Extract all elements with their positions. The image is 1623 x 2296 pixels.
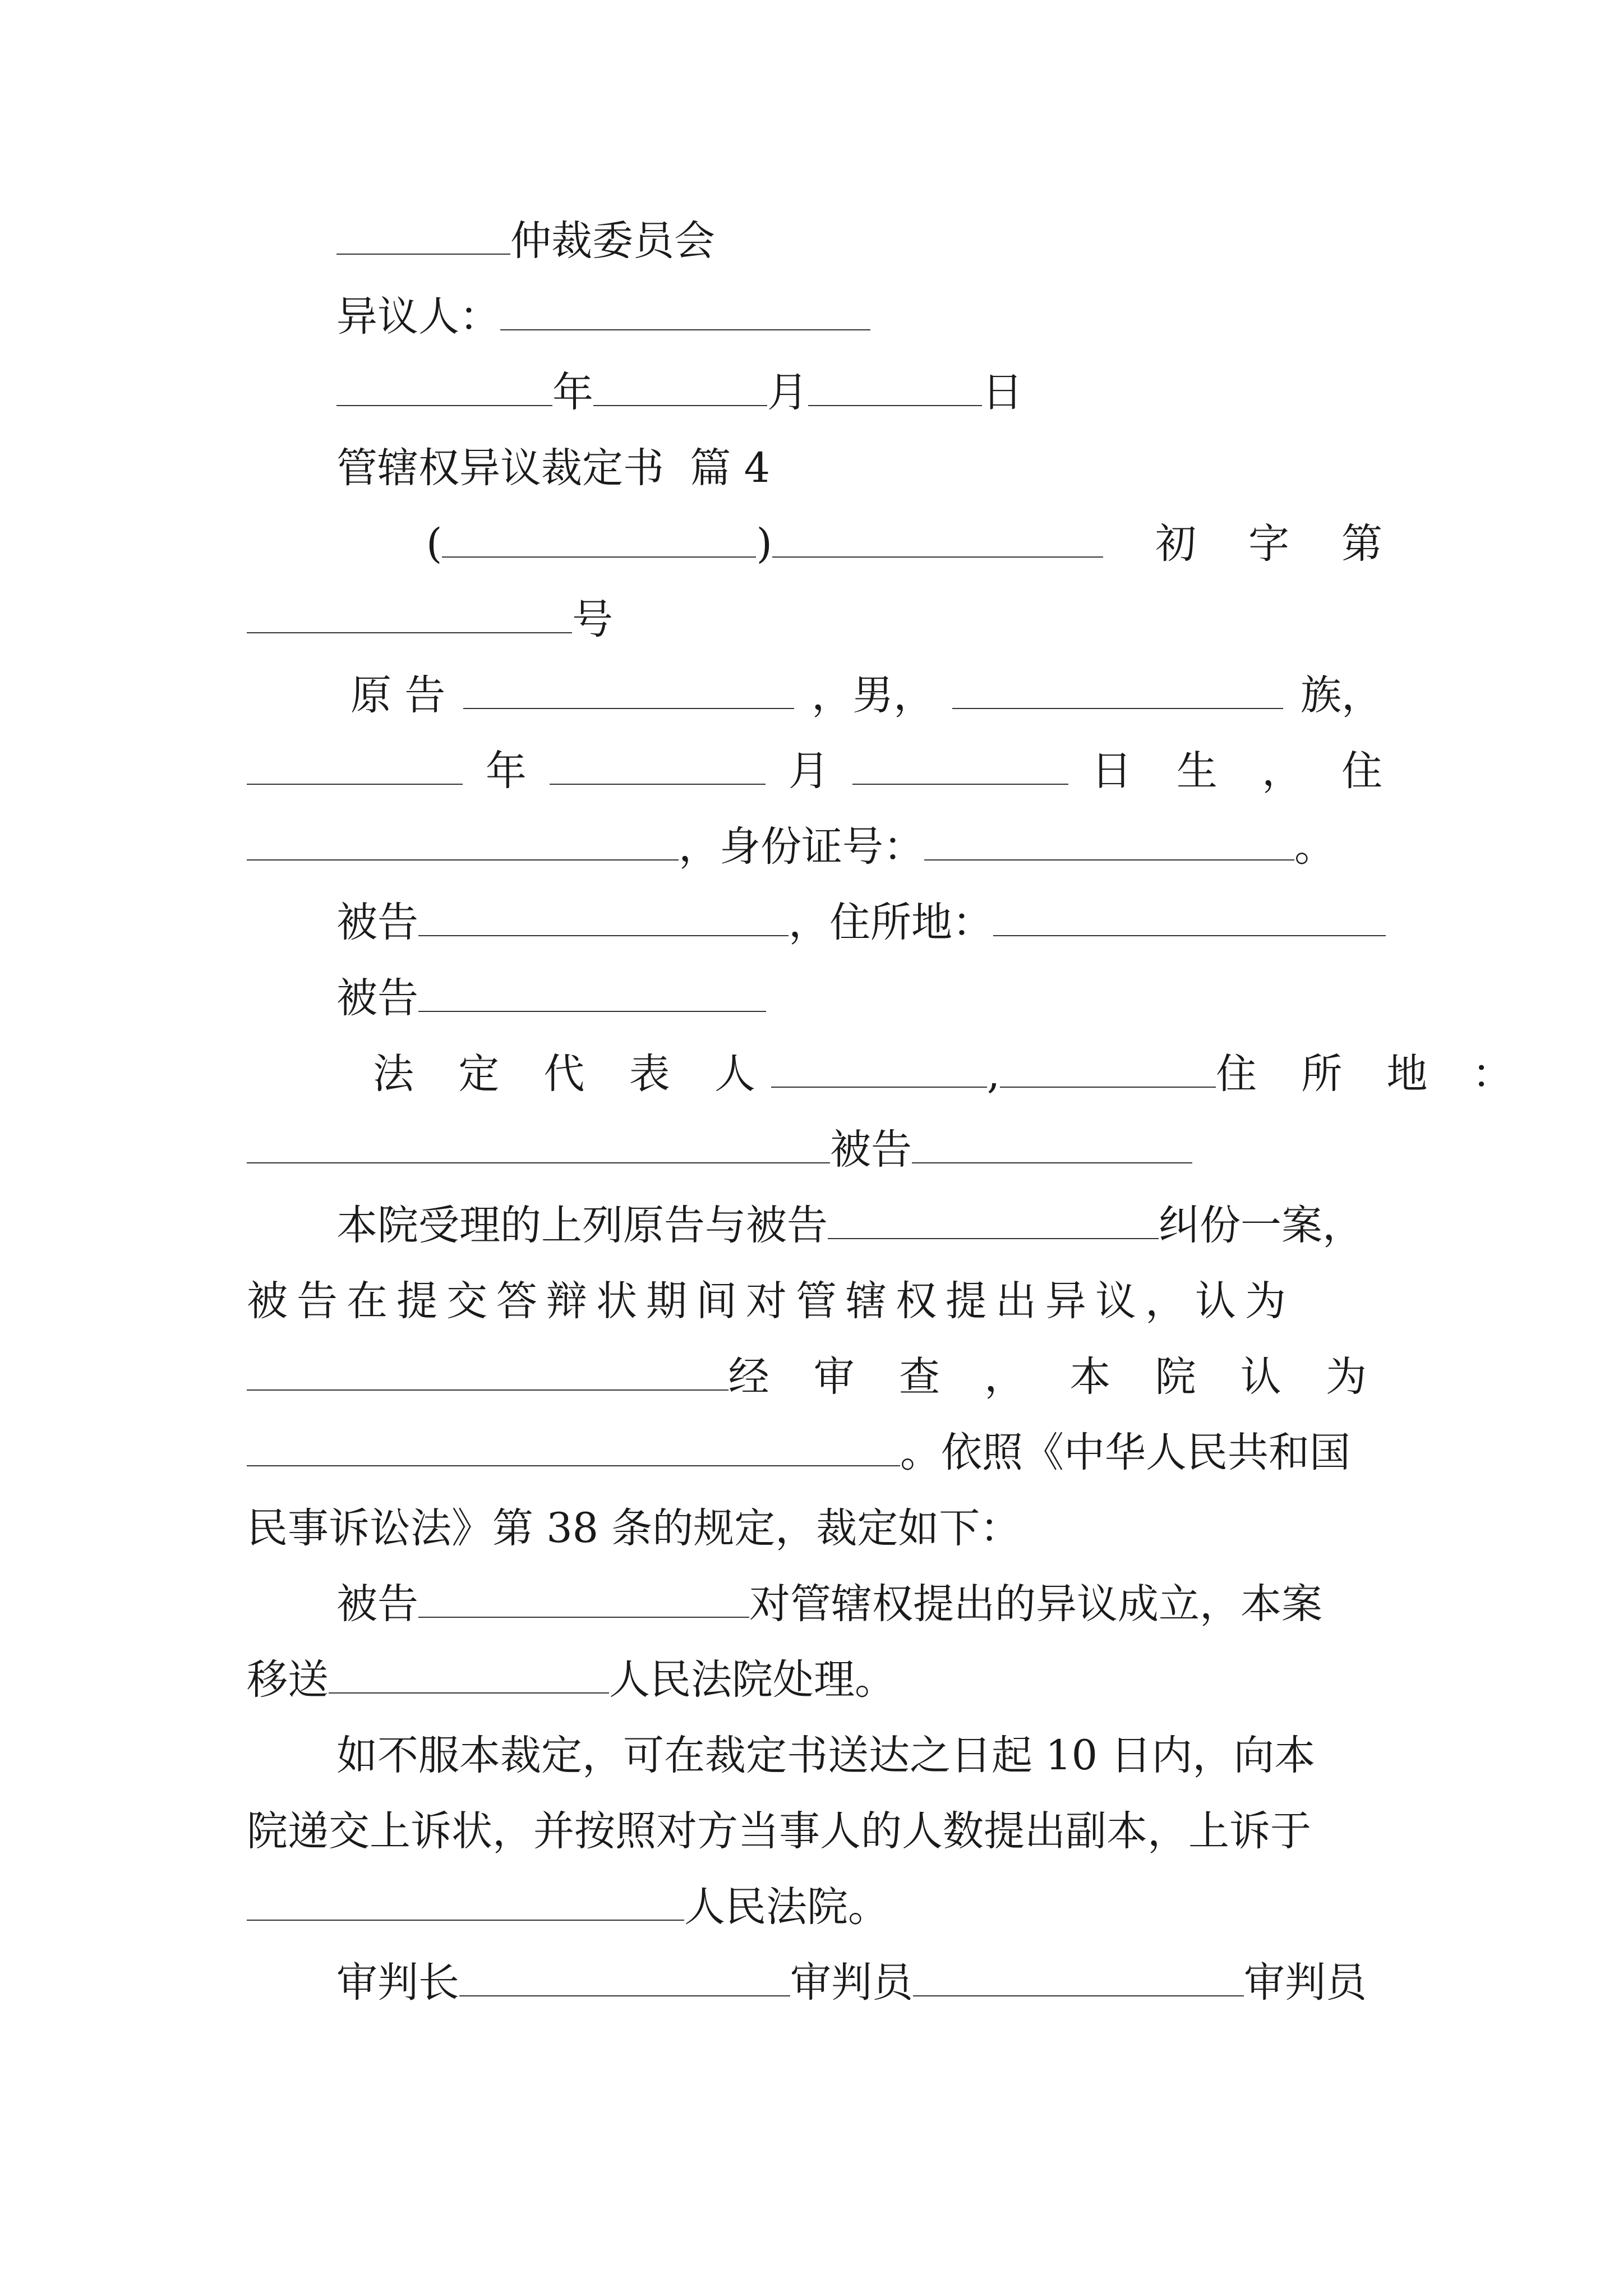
id-number-blank[interactable] (924, 827, 1294, 861)
address-label: 住 所 地 ： (1216, 1050, 1529, 1098)
dispute-blank[interactable] (828, 1205, 1159, 1239)
defendant2-name-blank[interactable] (418, 978, 766, 1012)
plaintiff-label: 原 告 (351, 671, 446, 719)
case-paren-close: ) (756, 520, 772, 568)
id-period: 。 (1294, 823, 1335, 871)
objector-label: 异议人： (336, 293, 500, 341)
ruling-c: 移送 (247, 1656, 329, 1704)
judge-chief-blank[interactable] (459, 1963, 790, 1996)
plaintiff-line (351, 668, 1382, 724)
appeal-line3 (247, 1879, 889, 1935)
ruling-line1 (336, 1576, 1322, 1632)
month-label: 月 (767, 369, 808, 416)
born-year: 年 (485, 747, 527, 795)
para1-line5: 民事诉讼法》第 38 条的规定，裁定如下： (247, 1504, 1021, 1552)
judge-1-label: 审判员 (790, 1959, 913, 2007)
defendant2-label: 被告 (336, 974, 418, 1022)
defendant1-label: 被告 (336, 899, 418, 946)
defendant1-addr-blank[interactable] (993, 903, 1386, 936)
defendant3-label: 被告 (830, 1126, 912, 1174)
case-court-blank[interactable] (772, 524, 1103, 558)
plaintiff-ethnic-blank[interactable] (952, 675, 1283, 709)
transfer-court-blank[interactable] (329, 1660, 609, 1694)
case-hao: 号 (572, 596, 613, 643)
appeal-3: 人民法院。 (684, 1883, 889, 1931)
born-month: 月 (788, 747, 829, 795)
para1-line4: 。依照《中华人民共和国 (900, 1429, 1350, 1476)
day-label: 日 (982, 369, 1023, 416)
para1-line4-row (247, 1425, 1350, 1481)
defendant1-addr-label: ，住所地： (789, 899, 993, 946)
appeal-court-blank[interactable] (247, 1887, 684, 1921)
plaintiff-name-blank[interactable] (463, 675, 794, 709)
case-number-line (426, 516, 1382, 572)
month-blank[interactable] (593, 372, 767, 406)
defendant1-name-blank[interactable] (418, 903, 789, 936)
case-chu: 初 (1155, 520, 1196, 568)
defendant3-name-blank[interactable] (912, 1130, 1192, 1163)
ruling-defendant-blank[interactable] (418, 1584, 749, 1618)
year-blank[interactable] (336, 372, 552, 406)
plaintiff-ethnic: 族， (1300, 671, 1382, 719)
appeal-line2: 院递交上诉状，并按照对方当事人的人数提出副本，上诉于 (247, 1807, 1311, 1855)
born-day-blank[interactable] (852, 751, 1068, 785)
case-zi: 字 (1248, 520, 1289, 568)
birth-line (247, 743, 1382, 799)
defendant1-line (336, 895, 1386, 951)
section-heading: 管辖权异议裁定书 篇 4 (336, 444, 771, 492)
committee-text: 仲裁委员会 (510, 217, 715, 265)
residence-blank[interactable] (247, 827, 679, 861)
day-blank[interactable] (808, 372, 982, 406)
born-month-blank[interactable] (550, 751, 766, 785)
born-year-blank[interactable] (247, 751, 463, 785)
case-di: 第 (1341, 520, 1382, 568)
case-number-line-2 (247, 592, 613, 648)
judge-1-blank[interactable] (913, 1963, 1244, 1996)
objector-blank[interactable] (500, 297, 870, 330)
date-line (336, 365, 1023, 421)
committee-blank[interactable] (336, 221, 510, 255)
judges-line (336, 1955, 1367, 2011)
ruling-b: 对管辖权提出的异议成立，本案 (749, 1580, 1322, 1628)
para1-line3: 经 审 查 ， 本 院 认 为 (728, 1353, 1382, 1401)
ruling-d: 人民法院处理。 (609, 1656, 896, 1704)
case-number-blank[interactable] (247, 600, 572, 633)
judge-chief-label: 审判长 (336, 1959, 459, 2007)
legal-address-blank[interactable] (247, 1130, 830, 1163)
defendant2-line (336, 970, 766, 1027)
born-day: 日 生 ， (1091, 747, 1319, 795)
judge-2-label: 审判员 (1244, 1959, 1367, 2007)
appeal-line1: 如不服本裁定，可在裁定书送达之日起 10 日内，向本 (336, 1732, 1316, 1779)
ruling-line2 (247, 1652, 896, 1708)
year-label: 年 (552, 369, 593, 416)
legal-rep-blank-2[interactable] (1000, 1054, 1216, 1088)
case-year-blank[interactable] (442, 524, 756, 558)
legal-rep-blank[interactable] (771, 1054, 987, 1088)
para1-line1 (336, 1198, 1363, 1254)
id-label: ，身份证号： (679, 823, 924, 871)
defendant3-line (247, 1122, 1192, 1178)
live-label: 住 (1341, 747, 1382, 795)
court-opinion-blank[interactable] (247, 1433, 900, 1466)
para1-line3-row (247, 1349, 1382, 1405)
para1-b: 纠份一案， (1159, 1202, 1363, 1249)
para1-line2: 被告在提交答辩状期间对管辖权提出异议，认为 (247, 1277, 1295, 1325)
objector-line (336, 289, 870, 345)
objection-reason-blank[interactable] (247, 1357, 728, 1391)
para1-a: 本院受理的上列原告与被告 (336, 1202, 828, 1249)
plaintiff-male: ，男， (811, 671, 935, 719)
legal-rep-comma: , (986, 1050, 1000, 1098)
legal-rep-line (373, 1046, 1529, 1102)
committee-line (336, 213, 715, 269)
id-line (247, 819, 1335, 875)
ruling-a: 被告 (336, 1580, 418, 1628)
case-paren-open: ( (426, 520, 442, 568)
legal-rep-label: 法 定 代 表 人 (373, 1050, 771, 1098)
